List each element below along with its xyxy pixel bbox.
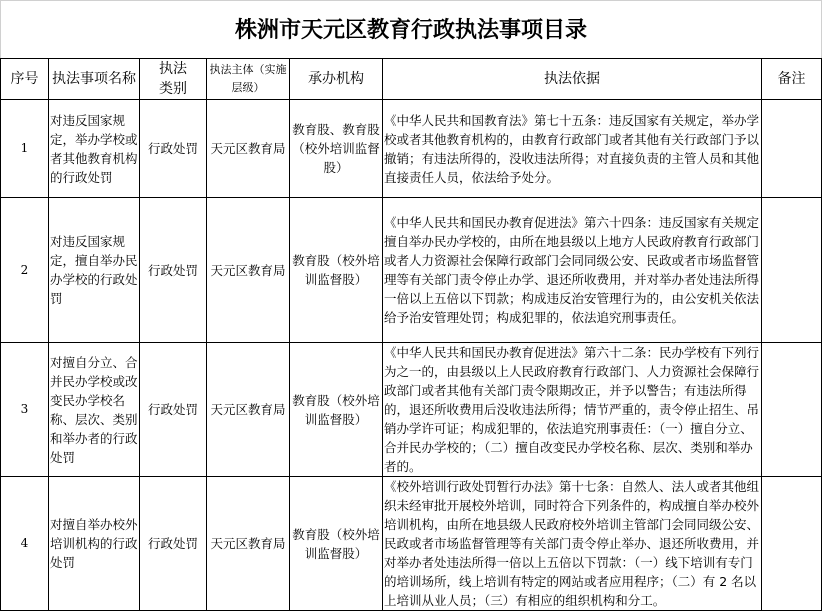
cell-office: 教育股（校外培训监督股） bbox=[290, 198, 383, 343]
cell-category: 行政处罚 bbox=[140, 477, 207, 611]
cell-office: 教育股（校外培训监督股） bbox=[290, 343, 383, 477]
cell-name: 对擅自举办校外培训机构的行政处罚 bbox=[49, 477, 140, 611]
cell-basis: 《校外培训行政处罚暂行办法》第十七条：自然人、法人或者其他组织未经审批开展校外培训，同时符合下列条件的，构成擅自举办校外培训机构，由所在地县级人民政府校外培训主管部门会同同级公安、民政或者市场监督管理等有关部门责令停止举办、退还所收费用，并对举办者处违法所得一倍以上五倍以下罚款：（一）线下培训有专门的培训场所，线上培训有特定的网站或者应用程序；（二）有 2 名以上培训从业人员；（三）有相应的组织机构和分工。 bbox=[383, 477, 762, 611]
cell-name: 对违反国家规定，擅自举办民办学校的行政处罚 bbox=[49, 198, 140, 343]
cell-category: 行政处罚 bbox=[140, 198, 207, 343]
header-category: 执法类别 bbox=[140, 59, 207, 100]
cell-remark bbox=[762, 100, 822, 198]
cell-seq: 1 bbox=[1, 100, 49, 198]
header-remark: 备注 bbox=[762, 59, 822, 100]
cell-category: 行政处罚 bbox=[140, 343, 207, 477]
cell-remark bbox=[762, 477, 822, 611]
cell-name: 对违反国家规定，举办学校或者其他教育机构的行政处罚 bbox=[49, 100, 140, 198]
enforcement-table bbox=[0, 58, 822, 611]
cell-remark bbox=[762, 343, 822, 477]
cell-basis: 《中华人民共和国民办教育促进法》第六十四条：违反国家有关规定擅自举办民办学校的，由所在地县级以上地方人民政府教育行政部门或者人力资源社会保障行政部门会同同级公安、民政或者市场监督管理等有关部门责令停止办学、退还所收费用，并对举办者处违法所得一倍以上五倍以下罚款；构成违反治安管理行为的，由公安机关依法给予治安管理处罚；构成犯罪的，依法追究刑事责任。 bbox=[383, 198, 762, 343]
cell-category: 行政处罚 bbox=[140, 100, 207, 198]
table-row bbox=[1, 477, 822, 611]
cell-office: 教育股、教育股（校外培训监督股） bbox=[290, 100, 383, 198]
cell-basis: 《中华人民共和国教育法》第七十五条：违反国家有关规定，举办学校或者其他教育机构的，由教育行政部门或者其他有关行政部门予以撤销；有违法所得的，没收违法所得；对直接负责的主管人员和其他直接责任人员，依法给予处分。 bbox=[383, 100, 762, 198]
table-row bbox=[1, 198, 822, 343]
table-row bbox=[1, 343, 822, 477]
header-subject: 执法主体（实施层级） bbox=[207, 59, 290, 100]
table-row bbox=[1, 100, 822, 198]
cell-subject: 天元区教育局 bbox=[207, 198, 290, 343]
cell-basis: 《中华人民共和国民办教育促进法》第六十二条：民办学校有下列行为之一的，由县级以上人民政府教育行政部门、人力资源社会保障行政部门或者其他有关部门责令限期改正，并予以警告；有违法所得的，退还所收费用后没收违法所得；情节严重的，责令停止招生、吊销办学许可证；构成犯罪的，依法追究刑事责任：（一）擅自分立、合并民办学校的；（二）擅自改变民办学校名称、层次、类别和举办者的。 bbox=[383, 343, 762, 477]
cell-office: 教育股（校外培训监督股） bbox=[290, 477, 383, 611]
header-basis: 执法依据 bbox=[383, 59, 762, 100]
cell-subject: 天元区教育局 bbox=[207, 343, 290, 477]
cell-name: 对擅自分立、合并民办学校或改变民办学校名称、层次、类别和举办者的行政处罚 bbox=[49, 343, 140, 477]
cell-seq: 3 bbox=[1, 343, 49, 477]
cell-remark bbox=[762, 198, 822, 343]
cell-subject: 天元区教育局 bbox=[207, 100, 290, 198]
header-name: 执法事项名称 bbox=[49, 59, 140, 100]
cell-subject: 天元区教育局 bbox=[207, 477, 290, 611]
header-seq: 序号 bbox=[1, 59, 49, 100]
cell-seq: 2 bbox=[1, 198, 49, 343]
cell-seq: 4 bbox=[1, 477, 49, 611]
page-title: 株洲市天元区教育行政执法事项目录 bbox=[0, 0, 822, 58]
header-row bbox=[1, 59, 822, 100]
header-office: 承办机构 bbox=[290, 59, 383, 100]
